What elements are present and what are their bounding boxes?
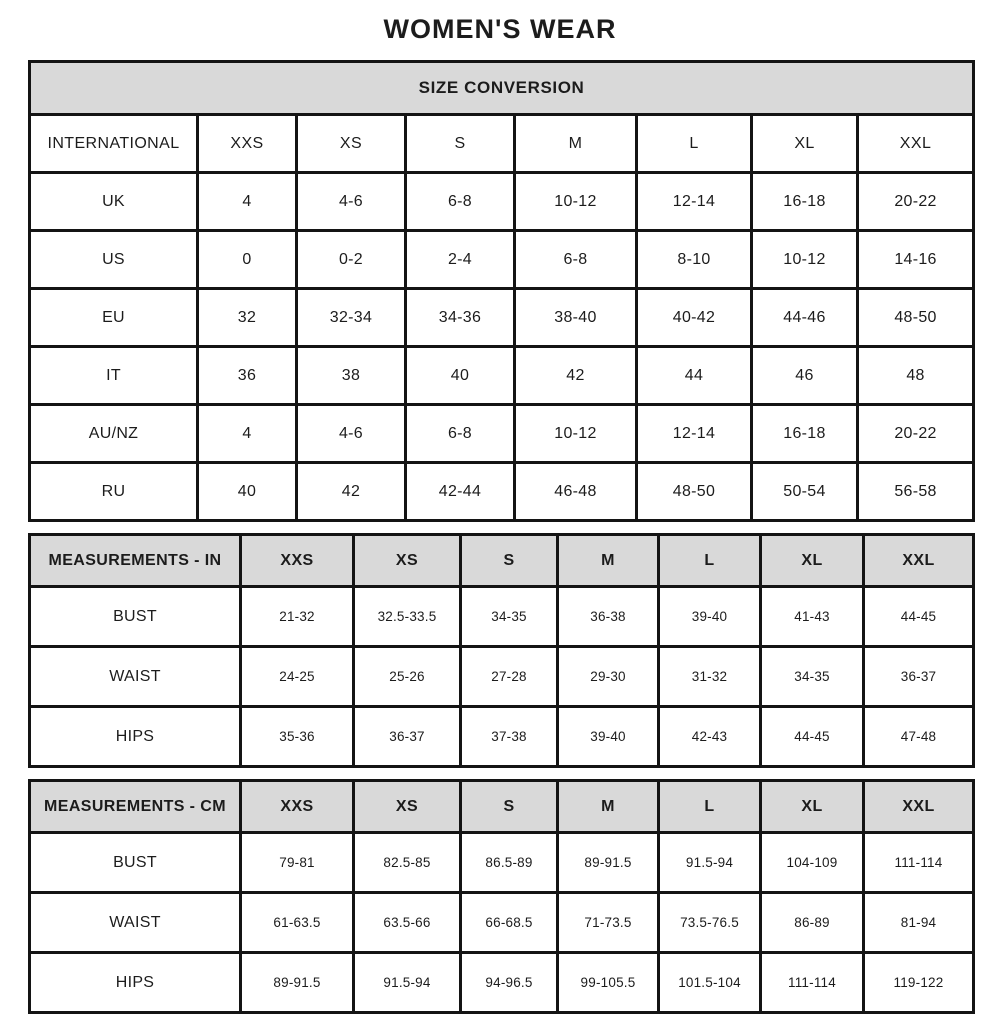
row-label: WAIST [30,647,241,707]
row-label: RU [30,463,198,521]
column-header: L [659,781,761,833]
size-cell: 32-34 [297,289,406,347]
size-cell: 36 [198,347,297,405]
row-header-title: INTERNATIONAL [30,115,198,173]
size-cell: 39-40 [558,707,659,767]
size-cell: 10-12 [515,173,637,231]
size-cell: 111-114 [864,833,974,893]
size-cell: 46-48 [515,463,637,521]
row-label: EU [30,289,198,347]
size-cell: 34-36 [406,289,515,347]
size-cell: 48-50 [858,289,974,347]
size-cell: 36-37 [864,647,974,707]
row-label: BUST [30,587,241,647]
size-cell: 46 [752,347,858,405]
size-cell: 35-36 [241,707,354,767]
column-header: XXL [864,535,974,587]
column-header: XXS [241,781,354,833]
size-cell: 99-105.5 [558,953,659,1013]
size-cell: 91.5-94 [659,833,761,893]
size-cell: 41-43 [761,587,864,647]
size-cell: 20-22 [858,405,974,463]
size-cell: 44-45 [761,707,864,767]
size-cell: 82.5-85 [354,833,461,893]
size-cell: 25-26 [354,647,461,707]
size-cell: 48-50 [637,463,752,521]
row-label: WAIST [30,893,241,953]
column-header: S [461,535,558,587]
size-cell: 119-122 [864,953,974,1013]
measurements-cm-table [28,779,975,1014]
row-label: IT [30,347,198,405]
row-header-title: MEASUREMENTS - IN [30,535,241,587]
table-row [30,953,974,1013]
size-cell: 10-12 [752,231,858,289]
column-header: S [406,115,515,173]
size-cell: 111-114 [761,953,864,1013]
size-cell: 42 [297,463,406,521]
size-conversion-table [28,60,975,522]
column-header: XL [761,535,864,587]
size-cell: 40 [198,463,297,521]
row-label: HIPS [30,953,241,1013]
size-cell: 6-8 [406,405,515,463]
column-header: XS [354,535,461,587]
row-label: US [30,231,198,289]
size-cell: 47-48 [864,707,974,767]
table-row [30,405,974,463]
size-cell: 37-38 [461,707,558,767]
column-header-row [30,535,974,587]
size-cell: 48 [858,347,974,405]
column-header: L [637,115,752,173]
size-cell: 20-22 [858,173,974,231]
column-header: XL [761,781,864,833]
column-header: XL [752,115,858,173]
size-cell: 56-58 [858,463,974,521]
table-row [30,833,974,893]
size-cell: 44-45 [864,587,974,647]
table-row [30,463,974,521]
column-header-row [30,115,974,173]
size-cell: 79-81 [241,833,354,893]
size-cell: 14-16 [858,231,974,289]
column-header: XXS [198,115,297,173]
size-cell: 42 [515,347,637,405]
size-cell: 91.5-94 [354,953,461,1013]
size-cell: 4 [198,173,297,231]
size-cell: 6-8 [406,173,515,231]
size-cell: 44-46 [752,289,858,347]
column-header: M [558,535,659,587]
size-cell: 42-44 [406,463,515,521]
size-cell: 40-42 [637,289,752,347]
size-cell: 10-12 [515,405,637,463]
row-label: AU/NZ [30,405,198,463]
size-cell: 94-96.5 [461,953,558,1013]
size-cell: 36-37 [354,707,461,767]
size-cell: 86.5-89 [461,833,558,893]
size-cell: 73.5-76.5 [659,893,761,953]
size-cell: 34-35 [461,587,558,647]
size-cell: 29-30 [558,647,659,707]
column-header: M [558,781,659,833]
size-cell: 104-109 [761,833,864,893]
row-header-title: MEASUREMENTS - CM [30,781,241,833]
size-cell: 0-2 [297,231,406,289]
size-cell: 36-38 [558,587,659,647]
column-header: XS [354,781,461,833]
row-label: BUST [30,833,241,893]
column-header: L [659,535,761,587]
size-cell: 66-68.5 [461,893,558,953]
size-cell: 21-32 [241,587,354,647]
size-cell: 81-94 [864,893,974,953]
size-cell: 42-43 [659,707,761,767]
size-chart-page [28,0,972,1014]
table-banner: SIZE CONVERSION [30,62,974,115]
size-cell: 71-73.5 [558,893,659,953]
size-cell: 34-35 [761,647,864,707]
table-row [30,347,974,405]
size-cell: 4-6 [297,173,406,231]
size-cell: 27-28 [461,647,558,707]
size-cell: 32 [198,289,297,347]
column-header: M [515,115,637,173]
size-cell: 86-89 [761,893,864,953]
size-cell: 2-4 [406,231,515,289]
size-cell: 0 [198,231,297,289]
row-label: UK [30,173,198,231]
table-banner-row [30,62,974,115]
size-cell: 12-14 [637,405,752,463]
size-cell: 4 [198,405,297,463]
size-cell: 4-6 [297,405,406,463]
column-header: S [461,781,558,833]
size-cell: 24-25 [241,647,354,707]
size-cell: 50-54 [752,463,858,521]
size-cell: 16-18 [752,173,858,231]
size-cell: 16-18 [752,405,858,463]
size-cell: 89-91.5 [558,833,659,893]
table-row [30,893,974,953]
column-header: XS [297,115,406,173]
table-row [30,587,974,647]
size-cell: 8-10 [637,231,752,289]
table-row [30,289,974,347]
column-header-row [30,781,974,833]
size-cell: 61-63.5 [241,893,354,953]
size-cell: 40 [406,347,515,405]
size-cell: 12-14 [637,173,752,231]
table-row [30,647,974,707]
size-cell: 44 [637,347,752,405]
column-header: XXL [864,781,974,833]
table-row [30,173,974,231]
page-title: WOMEN'S WEAR [383,14,617,44]
row-label: HIPS [30,707,241,767]
table-row [30,707,974,767]
size-cell: 39-40 [659,587,761,647]
size-cell: 38-40 [515,289,637,347]
table-row [30,231,974,289]
size-cell: 6-8 [515,231,637,289]
size-cell: 38 [297,347,406,405]
size-cell: 63.5-66 [354,893,461,953]
size-cell: 89-91.5 [241,953,354,1013]
column-header: XXL [858,115,974,173]
size-cell: 101.5-104 [659,953,761,1013]
size-cell: 31-32 [659,647,761,707]
column-header: XXS [241,535,354,587]
measurements-in-table [28,533,975,768]
size-cell: 32.5-33.5 [354,587,461,647]
